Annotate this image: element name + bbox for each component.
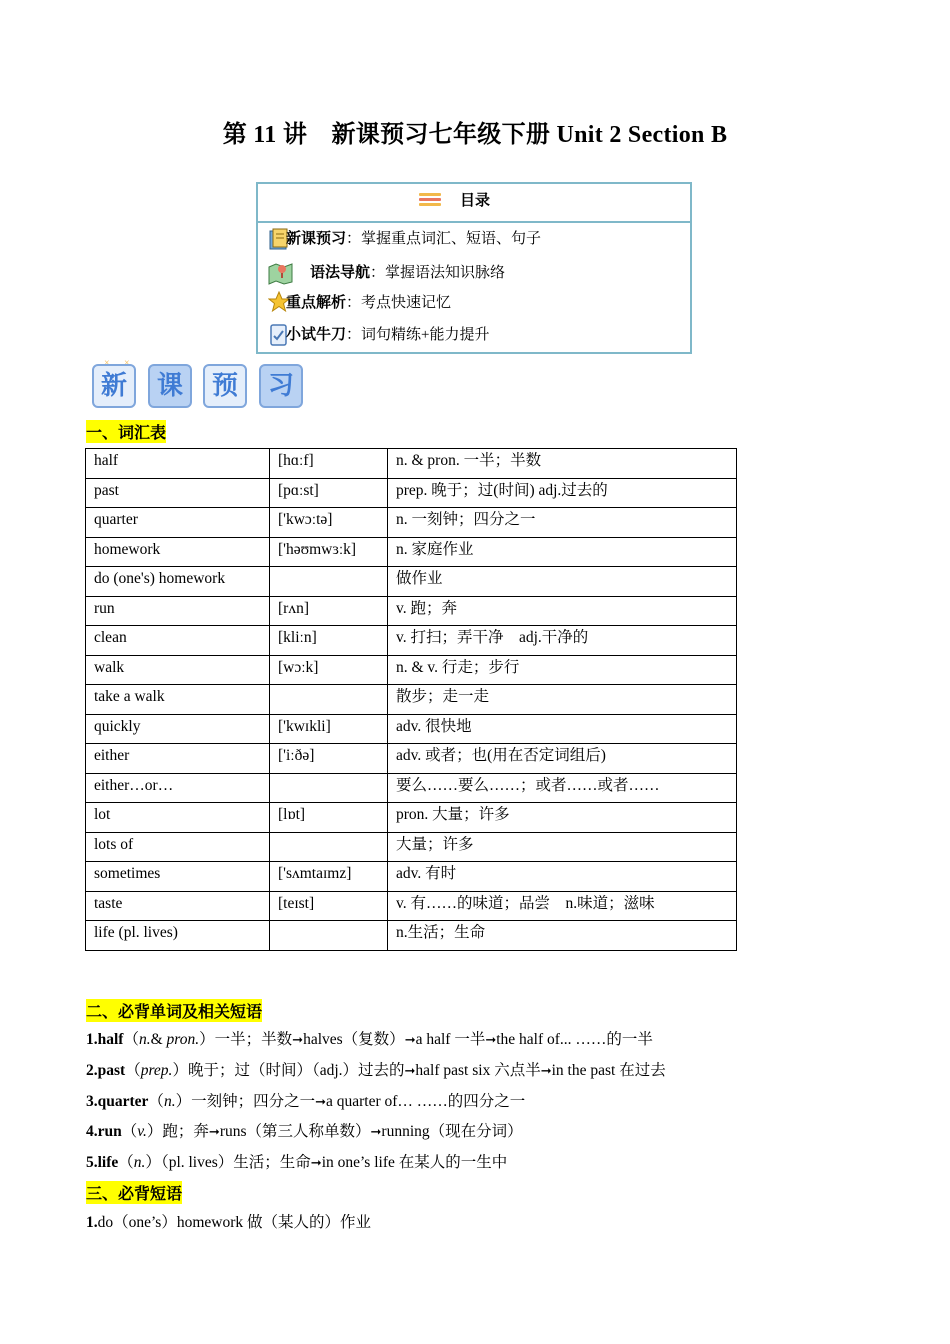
- meaning-cell: adv. 很快地: [388, 714, 737, 744]
- toc-header: [258, 184, 690, 223]
- part-of-speech: prep.: [140, 1062, 173, 1079]
- word-entry: [86, 1089, 525, 1111]
- toc-item-label: 语法导航: [310, 265, 371, 281]
- phonetic-cell: [270, 832, 388, 862]
- arrow-right-icon: ➞: [292, 1033, 304, 1048]
- section-heading-words: 二、必背单词及相关短语: [86, 999, 262, 1022]
- section-heading-vocab: 一、词汇表: [86, 420, 166, 443]
- meaning-cell: v. 打扫；弄干净 adj.干净的: [388, 626, 737, 656]
- entry-word: life: [97, 1154, 119, 1171]
- table-row: [86, 744, 737, 774]
- map-pin-icon: [268, 261, 290, 283]
- meaning-cell: v. 跑；奔: [388, 596, 737, 626]
- table-row: [86, 508, 737, 538]
- list-icon: [419, 193, 441, 209]
- phonetic-cell: ['həʊmwɜːk]: [270, 537, 388, 567]
- meaning-cell: 做作业: [388, 567, 737, 597]
- word-cell: do (one's) homework: [86, 567, 270, 597]
- word-cell: taste: [86, 891, 270, 921]
- phonetic-cell: ['sʌmtaɪmz]: [270, 862, 388, 892]
- table-row: [86, 862, 737, 892]
- meaning-cell: 要么……要么……；或者……或者……: [388, 773, 737, 803]
- pos-bracket: ）: [146, 1123, 163, 1140]
- part-of-speech: n.: [138, 1031, 151, 1048]
- entry-word: past: [97, 1062, 126, 1079]
- toc-item-practice[interactable]: [268, 323, 668, 347]
- table-of-contents: [256, 182, 692, 354]
- entry-part: a half 一半: [415, 1031, 486, 1048]
- part-of-speech: n.: [133, 1154, 146, 1171]
- meaning-cell: n. & pron. 一半；半数: [388, 449, 737, 479]
- entry-part: （pl. lives）生活；生命: [160, 1154, 311, 1171]
- phonetic-cell: [pɑːst]: [270, 478, 388, 508]
- table-row: [86, 626, 737, 656]
- entry-word: half: [97, 1031, 124, 1048]
- entry-part: halves（复数）: [303, 1031, 405, 1048]
- meaning-cell: n. & v. 行走；步行: [388, 655, 737, 685]
- entry-word: quarter: [97, 1093, 149, 1110]
- toc-item-desc: ：掌握重点词汇、短语、句子: [346, 231, 542, 247]
- toc-item-label: 重点解析: [286, 295, 347, 311]
- table-row: [86, 537, 737, 567]
- arrow-right-icon: ➞: [485, 1033, 497, 1048]
- pos-bracket: （: [148, 1093, 164, 1110]
- meaning-cell: v. 有……的味道；品尝 n.味道；滋味: [388, 891, 737, 921]
- section-heading-phrases: 三、必背短语: [86, 1181, 182, 1204]
- word-entry: [86, 1058, 666, 1080]
- pos-bracket: （: [118, 1154, 134, 1171]
- word-entry: [86, 1119, 523, 1141]
- entry-number: 2.: [86, 1062, 98, 1079]
- arrow-right-icon: ➞: [310, 1156, 322, 1171]
- toc-heading: 目录: [460, 193, 491, 209]
- meaning-cell: prep. 晚于；过(时间) adj.过去的: [388, 478, 737, 508]
- toc-item-grammar[interactable]: [268, 261, 668, 285]
- meaning-cell: 大量；许多: [388, 832, 737, 862]
- entry-number: 1.: [86, 1031, 98, 1048]
- table-row: [86, 773, 737, 803]
- pos-bracket: ）: [145, 1154, 161, 1171]
- word-cell: quarter: [86, 508, 270, 538]
- meaning-cell: n. 家庭作业: [388, 537, 737, 567]
- pos-bracket: （: [121, 1123, 138, 1140]
- entry-part: 一半；半数: [214, 1031, 293, 1048]
- entry-part: a quarter of… ……的四分之一: [326, 1093, 526, 1110]
- meaning-cell: n.生活；生命: [388, 921, 737, 951]
- toc-item-desc: ：考点快速记忆: [346, 295, 452, 311]
- table-row: [86, 832, 737, 862]
- table-row: [86, 714, 737, 744]
- phonetic-cell: ['kwɪkli]: [270, 714, 388, 744]
- phrase-text: do（one’s）homework 做（某人的）作业: [97, 1214, 372, 1231]
- entry-part: runs（第三人称单数）: [219, 1123, 371, 1140]
- toc-item-preview[interactable]: [268, 227, 668, 251]
- section-banner: [92, 364, 312, 412]
- phonetic-cell: [rʌn]: [270, 596, 388, 626]
- word-cell: quickly: [86, 714, 270, 744]
- word-cell: half: [86, 449, 270, 479]
- word-cell: walk: [86, 655, 270, 685]
- phrase-entry: [86, 1210, 371, 1232]
- word-entry: [86, 1027, 653, 1049]
- part-of-speech: n.: [163, 1093, 176, 1110]
- word-cell: take a walk: [86, 685, 270, 715]
- table-row: [86, 449, 737, 479]
- phonetic-cell: [270, 773, 388, 803]
- table-row: [86, 921, 737, 951]
- banner-char: 新: [92, 364, 136, 408]
- phonetic-cell: ['iːðə]: [270, 744, 388, 774]
- phonetic-cell: ['kwɔːtə]: [270, 508, 388, 538]
- toc-item-desc: ：掌握语法知识脉络: [370, 265, 506, 281]
- word-cell: either: [86, 744, 270, 774]
- pos-bracket: （: [123, 1031, 139, 1048]
- phonetic-cell: [wɔːk]: [270, 655, 388, 685]
- toc-item-label: 小试牛刀: [286, 327, 347, 343]
- phonetic-cell: [270, 567, 388, 597]
- phonetic-cell: [kliːn]: [270, 626, 388, 656]
- pos-bracket: ）: [172, 1062, 188, 1079]
- toc-item-label: 新课预习: [286, 231, 347, 247]
- phonetic-cell: [270, 921, 388, 951]
- vocab-table: [85, 448, 737, 951]
- part-of-speech: pron.: [166, 1031, 200, 1048]
- word-cell: run: [86, 596, 270, 626]
- arrow-right-icon: ➞: [208, 1125, 220, 1140]
- toc-item-keypoints[interactable]: [268, 291, 668, 315]
- table-row: [86, 685, 737, 715]
- word-cell: lots of: [86, 832, 270, 862]
- entry-part: 一刻钟；四分之一: [191, 1093, 316, 1110]
- entry-part: running（现在分词）: [381, 1123, 523, 1140]
- meaning-cell: n. 一刻钟；四分之一: [388, 508, 737, 538]
- entry-part: 跑；奔: [162, 1123, 209, 1140]
- table-row: [86, 567, 737, 597]
- banner-char: 习: [259, 364, 303, 408]
- entry-part: the half of... ……的一半: [496, 1031, 653, 1048]
- meaning-cell: adv. 有时: [388, 862, 737, 892]
- entry-word: run: [97, 1123, 122, 1140]
- arrow-right-icon: ➞: [404, 1033, 416, 1048]
- entry-number: 5.: [86, 1154, 98, 1171]
- pos-bracket: ）: [199, 1031, 215, 1048]
- phonetic-cell: [lɒt]: [270, 803, 388, 833]
- entry-number: 3.: [86, 1093, 98, 1110]
- arrow-right-icon: ➞: [404, 1064, 416, 1079]
- arrow-right-icon: ➞: [315, 1095, 326, 1110]
- table-row: [86, 891, 737, 921]
- entry-part: half past six 六点半: [415, 1062, 541, 1079]
- part-of-speech: v.: [137, 1123, 147, 1140]
- meaning-cell: 散步；走一走: [388, 685, 737, 715]
- phonetic-cell: [teɪst]: [270, 891, 388, 921]
- entry-number: 4.: [86, 1123, 98, 1140]
- pos-bracket: ）: [175, 1093, 192, 1110]
- word-cell: past: [86, 478, 270, 508]
- pos-bracket: （: [125, 1062, 141, 1079]
- word-cell: homework: [86, 537, 270, 567]
- word-cell: life (pl. lives): [86, 921, 270, 951]
- meaning-cell: adv. 或者；也(用在否定词组后): [388, 744, 737, 774]
- table-row: [86, 478, 737, 508]
- banner-char: 预: [203, 364, 247, 408]
- table-row: [86, 655, 737, 685]
- arrow-right-icon: ➞: [370, 1125, 382, 1140]
- entry-part: in one’s life 在某人的一生中: [321, 1154, 508, 1171]
- page-title: 第 11 讲 新课预习七年级下册 Unit 2 Section B: [222, 122, 728, 148]
- entry-number: 1.: [86, 1214, 98, 1231]
- entry-part: 晚于；过（时间）（adj.）过去的: [187, 1062, 405, 1079]
- table-row: [86, 596, 737, 626]
- phonetic-cell: [270, 685, 388, 715]
- word-entry: [86, 1150, 507, 1172]
- word-cell: lot: [86, 803, 270, 833]
- meaning-cell: pron. 大量；许多: [388, 803, 737, 833]
- pos-join: &: [150, 1031, 167, 1048]
- word-cell: either…or…: [86, 773, 270, 803]
- entry-part: in the past 在过去: [551, 1062, 666, 1079]
- word-cell: clean: [86, 626, 270, 656]
- table-row: [86, 803, 737, 833]
- toc-item-desc: ：词句精练+能力提升: [346, 327, 490, 343]
- arrow-right-icon: ➞: [540, 1064, 552, 1079]
- phonetic-cell: [hɑːf]: [270, 449, 388, 479]
- word-cell: sometimes: [86, 862, 270, 892]
- banner-char: 课: [148, 364, 192, 408]
